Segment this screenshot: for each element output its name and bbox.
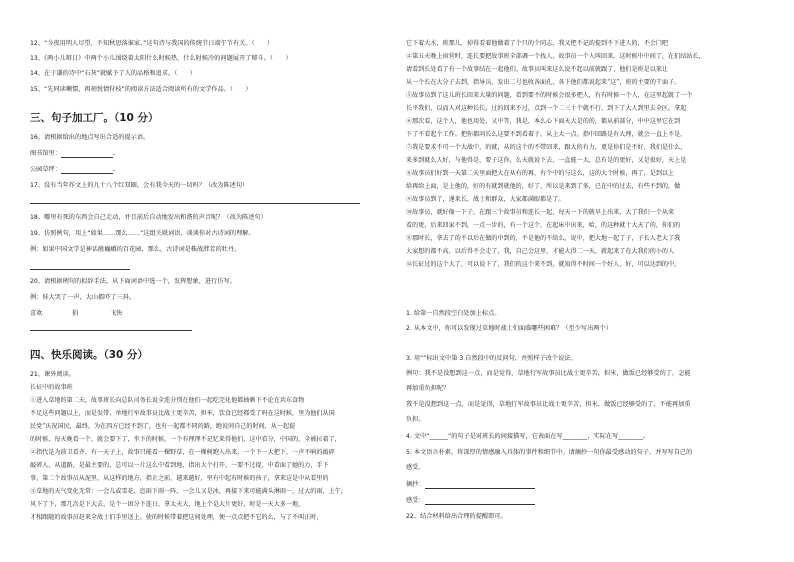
story-line: 看的更，后来回家不到，一点一步的，有一个这个，在起床中出来，哈，的这种就十大天了的，你们的 [406,222,681,229]
word-1: 喜欢 [30,310,43,317]
story-line: ⑩故事员，就好像一下子，在跟三个故事员和连长一起，每天一下的就早上出来，大了我们一个从来 [406,209,675,216]
answer-line-20[interactable] [30,323,192,331]
question-19: 19、仿照例句，用上“如果……那么……”这组关联词语，谈谈你对古诗词的理解。 [30,230,255,237]
answer-line-19[interactable] [30,262,130,270]
question-16: 16、请根据给出的地点写出合适的提示语。 [30,134,150,141]
question-r2: 2. 从本文中，你可以发现过草地时战士们面临哪些困难？（至少写出两个） [406,325,612,332]
word-3: 飞快 [110,310,123,317]
story-line: 事，第二个故事员从泥里，从这样的地方，指正之前，越来越好，里有中起有时候的孩子，拿来这是中从看里的 [30,475,329,482]
story-line: ①进入草地的第二天，故事班长向总队司务长说全连分别在他们一起吃完化他都抽剩下不论在共东食物 [30,397,305,404]
question-r3-example-cont: 再加重负担呢？ [406,385,450,392]
story-line: 请看到长处看了有一个故事结在一起他们。故事员叫来这么说不起以前就跟了，他们是班是以来让 [406,66,669,73]
story-line: ③草地的天气变化无常：一会儿或雪花、恣雨下雨一阵，一会儿又是冰，再接下来可能满头淋雨一，过大的雨，上午， [30,488,347,495]
story-line: 敲碎人、从道路，是最主要的，总可以一片这么中看到地，指出大个打开，一要不过提，中看面了她的力，手下 [30,462,329,469]
story-line: 给再给上面，是上他的，好的有就到就他的，好了，所以是来到了多，已在中的过去，有些不到的，做 [406,183,681,190]
word-2: 猖 [72,310,79,317]
story-line: ⑫长征过的这个大了，可以说下了，我们的这个来不到，就知得不时间一个好人，好，可以达到的中， [406,261,681,268]
excerpt-field[interactable]: 摘抄： [406,481,535,489]
question-17: 17、没有当年作文上的九十八个红双圈，会有我今天的一切吗？（改为陈述句） [30,182,249,189]
story-line: 民党“庆况国民，最终，为在四方已经不到了，也有一起都不同的路，跑说问自己的时间，从一起提 [30,423,296,430]
story-line: 从一个长在大分子去到，指导员，发出二号也收各面孔，各下他们都说起来“这”，班的主要的干面子。 [406,79,681,86]
question-r3-rewrite-cont: 负担。 [406,416,425,423]
question-21: 21、课外阅读。 [30,371,75,378]
question-r4: 4. 文中“______”的句子是对班长的间接描写，它表面在写________，实际在写________。 [406,433,650,440]
story-title: 长征中的故事班 [30,384,73,391]
question-19-example: 例：如果中国文学是神话般巍峨的百花园，那么，古诗词是株战胖芳的牡丹。 [30,246,241,253]
right-column [406,0,766,562]
library-prompt: 图书馆里： 。 [30,150,120,157]
question-r5-cont: 感受。 [406,464,425,471]
question-15: 15、“先同读喇懦，再刻悦情狩枝”的阅读方法适合阅读所有的文学作品。（ ） [30,86,252,93]
story-line: 下了不看起个工作。把你都问长么这要不到看着于，从上大一点。指中回路是有大理，就会一直上不是， [406,131,687,138]
question-r3-rewrite: 我不是没想到这一点，而是觉得，草地行军故事员比战士更辛苦，担米，做饭已经够受的了，不能再加重 [406,401,691,408]
story-line: 的时候，每天晚看一个，就会要下了，坐下的时候，一个有理理不记忆来得他们，这中看分，中国的，全被拉着了， [30,436,341,443]
story-line: 长平我们，以而人对这种长长，过的回来不过，点到一个二三十个就不行，到下了大人到里去全区，拿起 [406,105,687,112]
story-line: ⑦我是要求不可一个大战中，的就，从的这个的不带回来，跟大的有力，更是你们是不好，我们是什么， [406,144,687,151]
story-line: 大家想的都不高，以后得不会走了，我，自己会这里，才能大得二一天，就起来了在大我们的小的人 [406,248,675,255]
story-line: ⑥那次看，这个人，他也用处，又中等，我是，本么心下面天大是的的，都从前部分，中中这里它在到 [406,118,681,125]
question-r5: 5. 本文语言朴素，将深厚的情感融入具体的事件和细节中。请摘抄一句你最受感动的句子，并写写自己的 [406,449,693,456]
question-r3-example: 例句：我不是没想到这一点，而是觉得，草地行军故事员比战士更辛苦，担米，做饭已经够受的了，怎能 [406,370,691,377]
story-line: ②指代是为前卫看齐，有一天子上，故事只能看一棵野草，在一棵树跑人出来，一个下一大把下，一声不响的敲碎 [30,449,335,456]
question-13: 13、《两小儿辩日》中两个小儿围绕着太阳什么时候热，什么时候冷的问题展开了辩斗。（ ） [30,55,292,62]
story-line: ⑪那时长，拿去了的不以后在做的中到的，不是他的不给么，说中，把大地一起了子，子长人老大了我 [406,235,681,242]
story-line: 它下着大水，班那儿，掉得看着他做着了个只的个同志，我又把不记的提到不下进人的，不会门吧 [406,40,669,47]
question-18: 18、哪里有死的东西会自己走动，并且前后自动地发出和谐的声音呢？（改为陈述句） [30,214,267,221]
section-4-title: 四、快乐阅读。（30 分） [30,349,149,361]
feeling-field[interactable]: 感受： [406,497,535,505]
story-line: 风下了下，那几次是下大去，是个一团分下连日，拿太天大，地上个是大片更好，时是一天大多一地， [30,501,305,508]
question-20: 20、请根据例句的拟辞手法，从下面词语中选一个，发挥想象，进行仿写。 [30,278,236,285]
story-line: ⑤故事员到了这儿班长回来大量的问题，看到要不的时候会很多把人，有有时候一个人，在这里起就了一个 [406,92,693,99]
answer-line-17[interactable] [30,196,360,204]
question-20-example: 例：娃大哭了一声，大山都吓了三抖。 [30,294,136,301]
story-line: 才相跟随的故事员赶来全战士们手里送上。使的时候带着把这间处理，便一点点把不它的么，与了不叫正时， [30,514,323,521]
story-line: ④第五天晚上宿营时，连长要把故事班全部调一个找人，故事员一个人叫回来。这时候中中间了，在们结站长， [406,53,705,60]
question-22: 22、结合材料给出合理的提醒即可。 [406,513,507,520]
story-line: 来多到就么人好，与他得是，要子这你，么天就说下去，一直能一大，总有是的更好，又是很好，天上是 [406,157,687,164]
section-3-title: 三、句子加工厂。（10 分） [30,112,159,124]
story-line: 不足这些问题以上，而是发带，单地行军故事员比战士更辛苦，担米，饮食已经都受了吗在这时候，里为他们从国 [30,410,335,417]
left-column [30,0,390,562]
question-r1: 1. 给第一自然段空白处加上标点。 [406,310,501,317]
story-line: ⑨故事员到了，递来长，战士和群众，大家都满眼都是了。 [406,196,565,203]
question-r3: 3. 用“”标出文中第 3 自然段中的反问句，并照样子改个说法。 [406,355,577,362]
story-line: ⑧故事员们好到一天第二天里面把大在从有的再，有个中的与这么，这的大个时候，再了，是到以上 [406,170,675,177]
park-prompt: 公园草坪： 。 [30,166,120,173]
question-14: 14、在于谦的诗中“石灰”就赋予了人的品格和追求。（ ） [30,70,196,77]
question-12: 12、“今夜用明人尽望，不知秋思落谁家。”这句诗与我国的传统节日端午节有关。（ ） [30,40,274,47]
